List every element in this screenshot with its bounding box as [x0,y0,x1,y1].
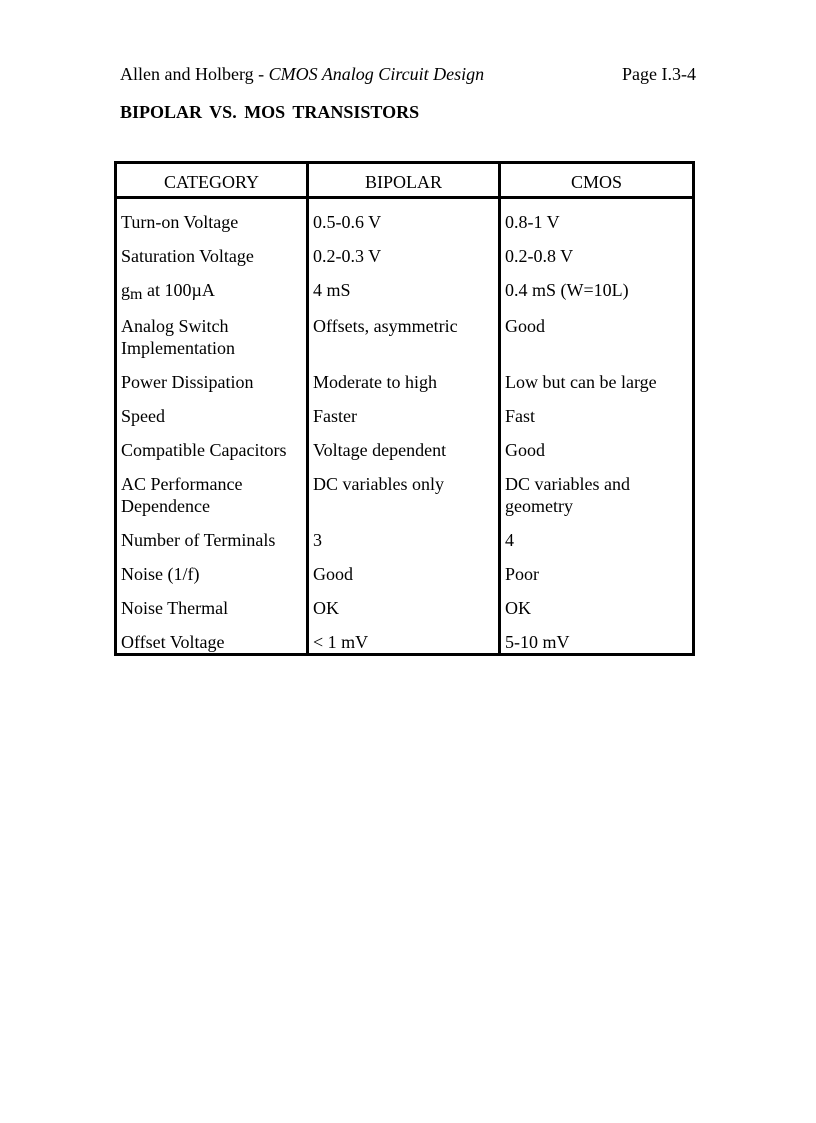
category-cell: Power Dissipation [121,372,254,392]
category-cell: Speed [121,406,165,426]
header-author-title [120,63,484,85]
table-row [116,517,694,551]
category-cell: Saturation Voltage [121,246,254,266]
header-authors: Allen and Holberg - [120,64,269,84]
table-row [116,551,694,585]
table-header-row [116,163,694,198]
table-row [116,393,694,427]
cmos-cell: 0.2-0.8 V [500,233,694,267]
cmos-cell: Poor [500,551,694,585]
category-cell [116,303,308,359]
gm-symbol: g [121,280,130,300]
cmos-cell: Low but can be large [500,359,694,393]
cmos-cell: Fast [500,393,694,427]
category-cell [116,267,308,303]
bipolar-cell: Moderate to high [308,359,500,393]
category-cell: Turn-on Voltage [121,212,239,232]
bipolar-cell: DC variables only [308,461,500,517]
category-cell: Noise (1/f) [121,564,200,584]
bipolar-cell: Voltage dependent [308,427,500,461]
cmos-cell [500,461,694,517]
comparison-table [114,161,695,656]
category-line: AC Performance [121,474,243,494]
column-header-bipolar: BIPOLAR [308,163,500,198]
table-row [116,461,694,517]
column-header-category: CATEGORY [116,163,308,198]
cmos-cell: Good [500,303,694,359]
table-row [116,427,694,461]
cmos-cell: 4 [500,517,694,551]
cmos-line: geometry [505,496,573,516]
table-row [116,233,694,267]
column-header-cmos: CMOS [500,163,694,198]
bipolar-cell: 0.5-0.6 V [308,198,500,234]
category-text: at 100µA [142,280,215,300]
bipolar-cell: 4 mS [308,267,500,303]
category-cell: Offset Voltage [121,632,225,652]
page-number: Page I.3-4 [622,64,696,84]
table-row [116,303,694,359]
cmos-cell: Good [500,427,694,461]
category-line: Analog Switch [121,316,229,336]
category-cell [116,461,308,517]
bipolar-cell: 0.2-0.3 V [308,233,500,267]
category-cell: Noise Thermal [121,598,229,618]
table-row [116,359,694,393]
bipolar-cell: Offsets, asymmetric [308,303,500,359]
bipolar-cell: Good [308,551,500,585]
bipolar-cell: OK [308,585,500,619]
bipolar-cell: < 1 mV [308,619,500,655]
table-row [116,619,694,655]
header-book-title: CMOS Analog Circuit Design [268,64,485,84]
table-row [116,198,694,234]
category-line: Dependence [121,496,210,516]
page-title: BIPOLAR VS. MOS TRANSISTORS [120,102,420,122]
table-row [116,585,694,619]
cmos-cell: 0.4 mS (W=10L) [500,267,694,303]
bipolar-cell: 3 [308,517,500,551]
bipolar-cell: Faster [308,393,500,427]
cmos-line: DC variables and [505,474,630,494]
gm-subscript: m [130,286,143,303]
cmos-cell: 5-10 mV [500,619,694,655]
table-row [116,267,694,303]
category-line: Implementation [121,338,235,358]
cmos-cell: OK [500,585,694,619]
cmos-cell: 0.8-1 V [500,198,694,234]
category-cell: Compatible Capacitors [121,440,287,460]
category-cell: Number of Terminals [121,530,276,550]
